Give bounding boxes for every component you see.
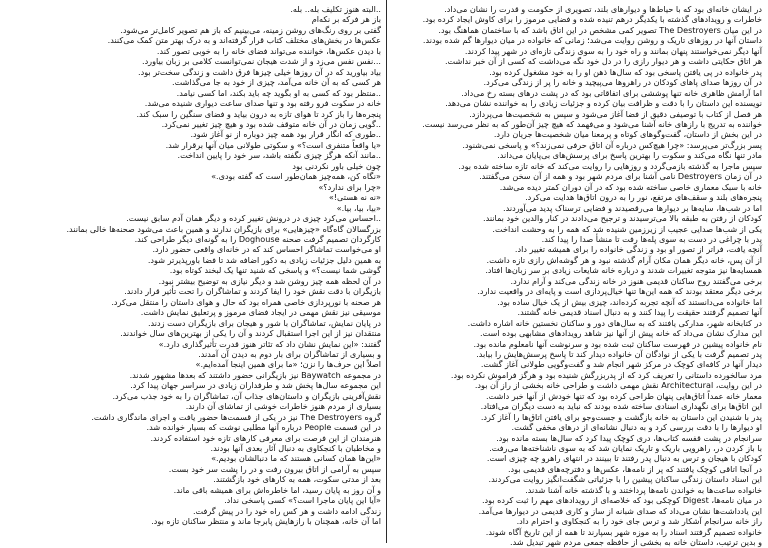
text-line: در این میان The Destroyers تصویر کمی مشخص در این اتاق باشد که با ساختمان هماهنگ بود. [438,24,762,35]
text-line: کارگردان تصمیم گرفت صحنه Doghouse را به گونه‌ای دیگر طراحی کند. [134,233,381,244]
text-line: اصلاً این حرف‌ها را نزن؛ «ما برای همین اینجا آمده‌ایم.» [195,359,381,370]
text-line: «آیا این پایان ماجرا است؟» کسی پاسخی نداد. [224,495,381,506]
text-line: گفتند: «این نمایش نشان داد که تئاتر هنوز قدرت تأثیرگذاری دارد.» [158,338,381,349]
text-line: خانه با سبک معماری خاصی ساخته شده بود که در آن دوران کمتر دیده می‌شد. [499,181,762,192]
text-line: اما آن خانه، همچنان با رازهایش پابرجا ماند و منتظر ساکنان تازه بود. [151,516,381,527]
text-line: «چرا برای ندارد؟» [318,181,381,192]
text-line: ..احساس می‌کرد چیزی در درونش تغییر کرده و دیگر همان آدم سابق نیست. [126,213,381,224]
text-line: ..البته هنوز تکلیف بله.. بله. [290,4,381,14]
text-line: این اسناد داستان زندگی ساکنان پیشین را با جزئیاتی شگفت‌انگیز روایت می‌کردند. [488,474,762,485]
text-line: داستان آنها در روزهای تاریک و روشن روایت می‌شد؛ زمانی که خانواده در میان دیوارها گم شده بودند. [422,35,762,46]
text-line: در مجموعه Baywatch نیز بازیگرانی حضور داشتند که بعدها مشهور شدند. [129,369,381,380]
text-line: با دیدن عکس‌ها، خواننده می‌تواند فضای خانه را به خوبی تصور کند. [156,45,381,56]
text-line: موسیقی نیز نقش مهمی در ایجاد فضای مرموز و پرتعلیق نمایش داشت. [140,307,381,318]
text-line: و مخاطبان با کنجکاوی به دنبال آثار بعدی آنها بودند. [210,443,381,454]
text-line: چون خیلی باور نکردنی بود [292,160,381,171]
text-line: و آن روز به پایان رسید، اما خاطره‌اش برای همیشه باقی ماند. [173,484,381,495]
text-line: ..مانند آنکه هرگز چیزی نگفته باشد، سر خود را پایین انداخت. [177,150,381,161]
text-line: در کتابخانه شهر، مدارکی یافتند که به سال‌های دور و ساکنان نخستین خانه اشاره داشت. [467,317,762,328]
text-line: به همین دلیل جزئیات زیادی به دکور اضافه شد تا فضا باورپذیرتر شود. [147,254,381,265]
left-text-column [6,4,381,539]
text-line: خانواده ساعت‌ها به خواندن نامه‌ها پرداختند و با گذشته خانه آشنا شدند. [525,484,762,495]
text-line: این مجموعه سال‌ها پخش شد و طرفداران زیادی در سراسر جهان پیدا کرد. [130,380,381,391]
text-line: در آن روزها صدای پاهای کودکان در راهروها می‌پیچید و خانه را پر از زندگی می‌کرد. [483,77,762,88]
text-line: بعد از مدتی سکوت، همه به کارهای خود بازگشتند. [213,474,381,485]
text-line: «این‌ها همان کسانی هستند که ما دنبالشان بودیم.» [211,453,381,464]
text-line: پسر بزرگ‌تر می‌پرسد: «چرا هیچ‌کس درباره آن اتاق حرفی نمی‌زند؟» و پاسخی نمی‌شنود. [462,139,762,150]
text-line: مرد سالخورده داستانی را تعریف کرد که از پدربزرگش شنیده بود و هرگز فراموش نکرده بود. [450,369,762,380]
text-line: در آن زمان Destroyers نامی آشنا برای مردم شهر بود و همه از آن سخن می‌گفتند. [479,171,762,182]
text-line: در میان نامه‌ها، Digest کوچکی بود که خلاصه‌ای از رویدادهای مهم را ثبت کرده بود. [481,495,762,506]
text-line: سرانجام در پشت قفسه کتاب‌ها، دری کوچک پیدا کرد که سال‌ها بسته مانده بود. [496,432,762,443]
text-line: و بدین ترتیب، داستان خانه به بخشی از حافظه جمعی مردم شهر تبدیل شد. [510,537,762,548]
text-line: نقش‌آفرینی بازیگران و داستان‌های جذاب آن، تماشاگران را به خود جذب می‌کرد. [112,390,381,401]
text-line: عکس‌ها در بخش‌های مختلف کتاب قرار گرفته‌اند و به درک بهتر متن کمک می‌کنند. [107,35,381,46]
text-line: اما آرامش ظاهری خانه تنها پوششی برای اتفاقاتی بود که در پشت درهای بسته رخ می‌داد. [461,87,762,98]
text-line: خاطرات و رویدادهای گذشته با یکدیگر درهم تنیده شده و فضایی مرموز را برای کاوش ایجاد کرده بود. [422,14,762,25]
right-text-column [392,4,762,548]
text-line: در آنجا اتاقی کوچک یافتند که پر از نامه‌ها، عکس‌ها و دفترچه‌های قدیمی بود. [507,463,762,474]
text-line: در پایان نمایش، تماشاگران با شور و هیجان برای بازیگران دست زدند. [147,317,381,328]
text-line: زندگی ادامه داشت و هر کس راه خود را در پیش گرفت. [192,505,381,516]
text-line: منتقدان نیز از این اجرا استقبال کردند و آن را یکی از بهترین‌های سال خواندند. [120,328,381,339]
text-line: هر صحنه با نورپردازی خاصی همراه بود که حال و هوای داستان را منتقل می‌کرد. [111,296,381,307]
text-line: پدر با شنیدن این داستان به خانه بازگشت و جست‌وجو برای یافتن اتاق‌ها را آغاز کرد. [480,411,762,422]
text-line: در این قسمت People درباره آنها مطلبی نوشت که بسیار خوانده شد. [146,422,381,433]
text-line: ..منتظر بود که کسی به او بگوید چه باید بکند، اما کسی نیامد. [176,87,381,98]
text-line: آنها دیگر نمی‌خواستند پنهان بمانند و راه خود را به سوی زندگی تازه‌ای در شهر پیدا کردند. [464,45,762,56]
text-line: «بیا، بیا، بیا.» [336,202,381,213]
text-line: او دیوارها را با دقت بررسی کرد و به دنبال نشانه‌ای از درهای مخفی گشت. [511,422,762,433]
text-line: «نه نه هستی!» [328,192,381,203]
text-line: کودکان از رفتن به طبقه بالا می‌ترسیدند و ترجیح می‌دادند در کنار والدین خود بمانند. [483,213,762,224]
text-line: از آن پس، خانه دیگر همان مکان آرام گذشته نبود و هر گوشه‌اش رازی تازه داشت. [486,254,762,265]
column-divider [386,0,387,543]
text-line: هر فصل از کتاب با توصیفی دقیق از فضا آغاز می‌شود و سپس به شخصیت‌ها می‌پردازد. [469,108,762,119]
text-line: خانواده تصمیم گرفتند اسناد را به موزه شهر بسپارند تا همه از این تاریخ آگاه شوند. [485,526,762,537]
text-line: بزرگسالان گاه‌گاه «چیزهایی» برای بازیگران ندارند و همین باعث می‌شود صحنه‌ها خالی بمانند. [66,223,381,234]
text-line: با باز کردن در، راهرویی باریک و تاریک نمایان شد که به سوی ناشناخته‌ها می‌رفت. [489,443,762,454]
text-line: ..طوری که انگار قرار بود همه چیز دوباره از نو آغاز شود. [190,129,381,140]
text-line: گوشی شما نیست؟» و پاسخی که شنید تنها یک لبخند کوتاه بود. [169,265,381,276]
text-line: بیاد بیاورید که در آن روزها خیلی چیزها فرق داشت و زندگی سخت‌تر بود. [138,66,381,77]
text-line: ...نفس نفس می‌زد و از شدت هیجان نمی‌توانست کلامی بر زبان بیاورد. [142,56,381,67]
text-line: آنها تصمیم گرفتند حقیقت را پیدا کنند و به دنبال اسناد قدیمی خانه گشتند. [517,307,762,318]
text-line: گروه The Destroyers نیز در یکی از قسمت‌ها حضور یافت و اجرای ماندگاری داشت. [91,411,381,422]
text-line: معمار خانه عمداً اتاق‌هایی پنهان طراحی کرده بود که تنها خودش از آنها خبر داشت. [486,390,762,401]
text-line: خواننده به تدریج با رازهای خانه آشنا می‌شود و می‌فهمد که هیچ چیز آن‌طور که به نظر می‌رسد نیست. [422,118,762,129]
text-line: «نگاه کن، همه‌چیز همان‌طور است که گفته بودی.» [211,171,381,182]
text-line: برخی می‌گفتند روح ساکنان قدیمی هنوز در خانه زندگی می‌کند و آرام ندارد. [510,275,762,286]
text-line: آنچه یافت، فراتر از تصور او بود و زندگی خانواده را برای همیشه تغییر داد. [514,244,762,255]
text-line: همسایه‌ها نیز متوجه تغییرات شدند و درباره خانه شایعات زیادی بر سر زبان‌ها افتاد. [485,265,762,276]
text-line: کودکان با هیجان و ترس به دنبال پدر رفتند تا ببینند در انتهای راهرو چه چیزی است. [486,453,762,464]
text-line: بسیاری از مردم هنوز خاطرات خوشی از تماشای آن دارند. [185,401,381,412]
text-line: خانه در سکوت فرو رفته بود و تنها صدای ساعت دیواری شنیده می‌شد. [144,98,381,109]
text-line: اما خانواده می‌دانستند که آنچه تجربه کرده‌اند، چیزی بیش از یک خیال ساده بود. [497,296,762,307]
text-line: در این بخش از داستان، گفت‌وگوهای کوتاه و پرمعنا میان شخصیت‌ها جریان دارد. [493,129,762,140]
text-line: این اتاق‌ها برای نگهداری اسنادی ساخته شده بودند که نباید به دست دیگران می‌افتاد. [480,401,762,412]
text-line: باز هر فرکه بر نکه‌ام [311,14,381,25]
text-line: هر کسی که به آن خانه می‌آمد، چیزی از خود به جا می‌گذاشت. [172,77,381,88]
text-line: سپس ماجرا به گذشته بازمی‌گردد و روزهایی را روایت می‌کند که خانه تازه ساخته شده بود. [458,160,762,171]
text-line: پدر با چراغی در دست به سوی پله‌ها رفت تا منشأ صدا را پیدا کند. [541,233,762,244]
text-line: این مدارک نشان می‌داد که خانه پیش از آنها نیز شاهد رویدادهای مشابهی بوده است. [480,328,762,339]
text-line: هر اتاق حکایتی داشت و هر دیوار رازی را در دل خود نگه می‌داشت که کسی از آن خبر نداشت. [444,56,762,67]
text-line: این یادداشت‌ها نشان می‌داد که صدای شبانه از ساز و کاری قدیمی در دیوارها می‌آمد. [478,505,762,516]
text-line: یکی از شب‌ها صدایی عجیب از زیرزمین شنیده شد که همه را به وحشت انداخت. [492,223,762,234]
text-line: در آن لحظه همه چیز روشن شد و دیگر نیازی به توضیح بیشتر نبود. [158,275,381,286]
text-line: دیدار آنها در کافه‌ای کوچک در مرکز شهر انجام شد و گفت‌وگویی طولانی آغاز گشت. [480,359,762,370]
text-line: نویسنده این داستان را با دقت و ظرافت بیان کرده و جزئیات زیادی را به خواننده نشان می‌دهد. [445,98,762,109]
text-line: هنرمندان از این فرصت برای معرفی کارهای تازه خود استفاده کردند. [150,432,381,443]
text-line: بازیگران با دقت نقش خود را ایفا کردند و تماشاگران را تحت تأثیر قرار دادند. [124,286,381,297]
text-line: «یا واقعاً متنفری است؟» و سکوتی طولانی میان آنها برقرار شد. [165,139,381,150]
text-line: در ایشان خانه‌ای بود که با حیاط‌ها و دیوارهای بلند، تصویری از حکومت و قدرت را نشان می‌داد. [444,4,762,14]
text-line: پدر تصمیم گرفت با یکی از نوادگان آن خانواده دیدار کند تا پاسخ پرسش‌هایش را بیابد. [476,348,762,359]
text-line: در این روایت، Architectural نقش مهمی داشت و طراحی خانه بخشی از راز آن بود. [474,380,762,391]
text-line: پدر خانواده در پی یافتن پاسخی بود که سال‌ها ذهن او را به خود مشغول کرده بود. [489,66,762,77]
text-line: پنجره‌های بلند و سقف‌های مرتفع، نور را به درون اتاق‌ها هدایت می‌کرد. [525,192,762,203]
text-line: راز خانه سرانجام آشکار شد و ترس جای خود را به کنجکاوی و احترام داد. [516,516,762,527]
text-line: مادر تنها نگاه می‌کند و سکوت را بهترین پاسخ برای پرسش‌های بی‌پایان می‌داند. [497,150,762,161]
text-line: گفتی بر روی رنگ‌های روشن زمینه، می‌بینیم که باز هم تصویر کامل‌تر می‌شود. [120,24,381,35]
text-line: نام خانواده پیشین در فهرست ساکنان ثبت شده بود و سرنوشت آنها نامعلوم مانده بود. [473,338,762,349]
text-line: برخی دیگر معتقد بودند که همه این‌ها تنها خیال‌پردازی است و پایه‌ای در واقعیت ندارد. [477,286,762,297]
text-line: او می‌خواست تماشاگر احساس کند که در خانه‌ای واقعی حضور دارد. [152,244,381,255]
text-line: ..گویی زمان در آن خانه متوقف شده بود و هیچ چیز تغییر نمی‌کرد. [161,118,381,129]
text-line: سپس به آرامی از اتاق بیرون رفت و در را پشت سر خود بست. [168,463,381,474]
text-line: پنجره‌ها را باز کرد تا هوای تازه به درون بیاید و فضای سنگین را سبک کند. [136,108,381,119]
text-line: اما در شب‌ها، سایه‌ها بر دیوارها می‌رقصیدند و فضایی ترسناک پدید می‌آوردند. [503,202,762,213]
text-line: و بسیاری از تماشاگران برای بار دوم به دیدن آن آمدند. [198,348,381,359]
